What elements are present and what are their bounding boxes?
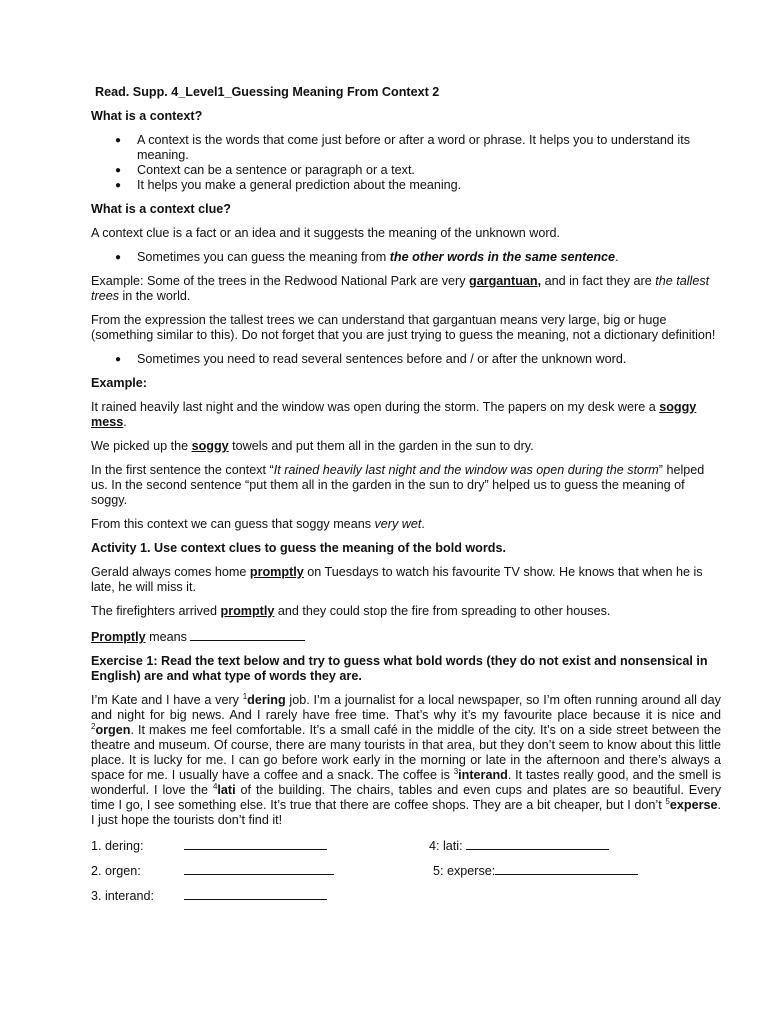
soggy-explanation: In the first sentence the context “It rained heavily last night and the window was open during the storm” helped us. In the second sentence “put them all in the garden in the sun to dry” helped us to guess the meaning of soggy.	[91, 463, 705, 507]
keyword-soggy: soggy	[191, 439, 229, 453]
list-item: ● A context is the words that come just before or after a word or phrase. It helps you to understand its meaning.	[91, 133, 721, 163]
promptly-sentence-1: Gerald always comes home promptly on Tuesdays to watch his favourite TV show. He knows that when he is late, he will miss it.	[91, 565, 703, 594]
answer-blank-orgen[interactable]	[184, 862, 334, 875]
exercise1-passage: I’m Kate and I have a very $^1$dering job. I’m a journalist for a local newspaper, so I’m often running around all day and night for big news. And I rarely have free time. That’s why it’s my favourite place because it is nice and $^2$orgen. It makes me feel comfortable. It’s a small café in the middle of the city. It’s on a side street between the theatre and museum. Of course, there are many tourists in that area, but they don’t seem to know about this little place. It is lucky for me. I can go before work early in the morning or late in the afternoon and there’s always a space for me. I usually have a coffee and a snack. The coffee is $^3$interand. It tastes really good, and the smell is wonderful. I love the $^4$lati of the building. The chairs, tables and even cups and plates are so beautiful. Every time I go, I see something else. It’s true that there are coffee shops. They are a bit cheaper, but I don’t $^5$experse. I just hope the tourists don’t find it!	[91, 691, 722, 827]
heading-what-is-context: What is a context?	[91, 109, 203, 123]
answer-label-experse: 5: experse:	[433, 864, 496, 878]
list-item: ● Sometimes you can guess the meaning from the other words in the same sentence.	[91, 250, 721, 265]
answer-blank-lati[interactable]	[466, 837, 609, 850]
worksheet-title: Read. Supp. 4_Level1_Guessing Meaning From Context 2	[95, 85, 440, 99]
context-clue-definition: A context clue is a fact or an idea and it suggests the meaning of the unknown word.	[91, 226, 561, 240]
answer-label-lati: 4: lati:	[429, 839, 463, 853]
example-heading: Example:	[91, 376, 147, 390]
nonsense-word-experse: experse	[669, 798, 718, 812]
nonsense-word-dering: dering	[247, 693, 286, 707]
context-bullet-list	[91, 133, 721, 193]
keyword-promptly: promptly	[220, 604, 275, 618]
promptly-answer-blank[interactable]	[190, 628, 305, 641]
gargantuan-example: Example: Some of the trees in the Redwood National Park are very gargantuan, and in fact they are the tallest trees in the world.	[91, 274, 710, 303]
answer-row	[91, 887, 721, 912]
answer-row	[91, 837, 721, 862]
nonsense-word-orgen: orgen	[95, 723, 131, 737]
list-item: ● It helps you make a general prediction about the meaning.	[91, 178, 721, 193]
answer-row	[91, 862, 721, 887]
promptly-answer-line: Promptly means	[91, 628, 721, 645]
list-item: ● Context can be a sentence or paragraph or a text.	[91, 163, 721, 178]
soggy-sentence-1: It rained heavily last night and the window was open during the storm. The papers on my desk were a soggy mess.	[91, 400, 697, 429]
answer-blank-experse[interactable]	[495, 862, 638, 875]
keyword-promptly: promptly	[249, 565, 304, 579]
soggy-sentence-2: We picked up the soggy towels and put them all in the garden in the sun to dry.	[91, 439, 534, 453]
answer-label-orgen: 2. orgen:	[91, 864, 141, 878]
answer-label-interand: 3. interand:	[91, 889, 155, 903]
promptly-sentence-2: The firefighters arrived promptly and they could stop the fire from spreading to other houses.	[91, 604, 611, 618]
answer-blank-interand[interactable]	[184, 887, 327, 900]
soggy-conclusion: From this context we can guess that soggy means very wet.	[91, 517, 425, 531]
heading-what-is-context-clue: What is a context clue?	[91, 202, 231, 216]
nonsense-word-lati: lati	[217, 783, 236, 797]
several-sentences-bullet	[91, 352, 721, 367]
gargantuan-explanation: From the expression the tallest trees we can understand that gargantuan means very large, big or huge (something similar to this). Do not forget that you are just trying to guess the meaning, not a dictionary definition!	[91, 313, 716, 342]
exercise1-heading: Exercise 1: Read the text below and try to guess what bold words (they do not exist and nonsensical in English) are and what type of words they are.	[91, 654, 708, 683]
keyword-soggy-mess: soggy mess	[91, 400, 697, 429]
answer-label-dering: 1. dering:	[91, 839, 144, 853]
activity1-heading: Activity 1. Use context clues to guess the meaning of the bold words.	[91, 541, 506, 555]
exercise1-answer-lines	[91, 837, 721, 912]
worksheet-page	[91, 85, 721, 912]
answer-blank-dering[interactable]	[184, 837, 327, 850]
same-sentence-bullet	[91, 250, 721, 265]
keyword-gargantuan: gargantuan,	[469, 274, 542, 288]
list-item: ● Sometimes you need to read several sentences before and / or after the unknown word.	[91, 352, 721, 367]
nonsense-word-interand: interand	[458, 768, 508, 782]
